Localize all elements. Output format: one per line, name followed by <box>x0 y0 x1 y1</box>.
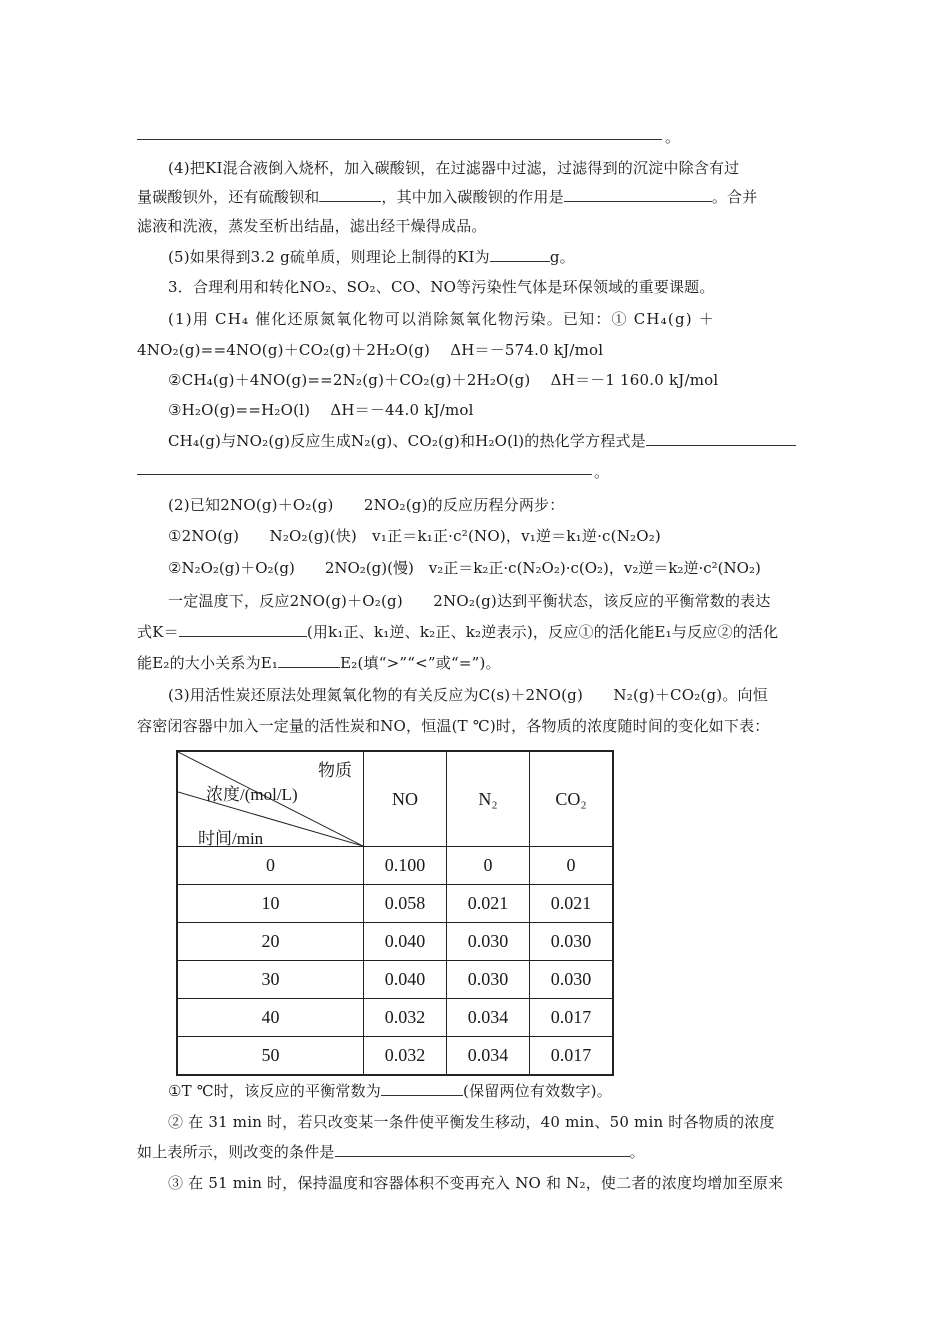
s2-text-b1: 如上表所示，则改变的条件是 <box>137 1143 335 1161</box>
cell-co2: 0 <box>530 847 614 885</box>
s1-text-a: ①T ℃时，该反应的平衡常数为 <box>168 1082 382 1100</box>
q5-text-2: g。 <box>549 248 575 266</box>
table-row <box>177 923 613 961</box>
answer-blank-s1[interactable] <box>381 1080 463 1096</box>
line-end-mark-2: 。 <box>594 463 610 481</box>
question-4-line-3: 滤液和洗液，蒸发至析出结晶，滤出经干燥得成品。 <box>137 217 487 235</box>
cell-n2: 0.021 <box>447 885 530 923</box>
part-1-line-1: (1)用 CH₄ 催化还原氮氧化物可以消除氮氧化物污染。已知：① CH₄(g) ＋ <box>168 310 715 328</box>
answer-blank-p1-b[interactable] <box>137 474 592 475</box>
answer-blank-top <box>137 139 662 140</box>
part-1-line-2: 4NO₂(g)==4NO(g)＋CO₂(g)＋2H₂O(g) ΔH＝－574.0 kJ/mol <box>137 341 604 359</box>
table-row <box>177 1037 613 1076</box>
cell-co2: 0.021 <box>530 885 614 923</box>
q5-text-1: (5)如果得到3.2 g硫单质，则理论上制得的KI为 <box>168 248 490 266</box>
q4-text-3: 。合并 <box>711 188 758 206</box>
cell-no: 0.058 <box>364 885 447 923</box>
answer-blank-q4-1[interactable] <box>319 186 381 202</box>
answer-blank-q4-2[interactable] <box>564 186 712 202</box>
question-4-line-1: (4)把KI混合液倒入烧杯，加入碳酸钡，在过滤器中过滤，过滤得到的沉淀中除含有过 <box>168 159 740 177</box>
part-2-line-5 <box>137 621 817 643</box>
cell-no: 0.100 <box>364 847 447 885</box>
table-row <box>177 885 613 923</box>
cell-n2: 0.030 <box>447 961 530 999</box>
sub-1-line <box>168 1080 818 1102</box>
answer-blank-q5[interactable] <box>490 246 550 262</box>
line-end-mark: 。 <box>665 128 681 146</box>
q4-text-2: ，其中加入碳酸钡的作用是 <box>381 188 564 206</box>
table-row <box>177 961 613 999</box>
cell-time: 30 <box>177 961 364 999</box>
s1-text-b: (保留两位有效数字)。 <box>463 1082 612 1100</box>
table-row <box>177 847 613 885</box>
part-2-line-1: (2)已知2NO(g)＋O₂(g) 2NO₂(g)的反应历程分两步： <box>168 496 565 514</box>
p2-text-5a: 式K＝ <box>137 623 179 641</box>
header-time: 时间/min <box>198 829 264 848</box>
part-2-line-3: ②N₂O₂(g)＋O₂(g) 2NO₂(g)(慢) v₂正＝k₂正·c(N₂O₂)·c(O₂)，v₂逆＝k₂逆·c²(NO₂) <box>168 559 761 577</box>
p2-text-5b: (用k₁正、k₁逆、k₂正、k₂逆表示)，反应①的活化能E₁与反应②的活化 <box>306 623 779 641</box>
cell-n2: 0.034 <box>447 1037 530 1076</box>
part-1-line-5 <box>168 430 818 452</box>
cell-n2: 0 <box>447 847 530 885</box>
part-1-line-3: ②CH₄(g)＋4NO(g)==2N₂(g)＋CO₂(g)＋2H₂O(g) ΔH＝－1 160.0 kJ/mol <box>168 371 719 389</box>
answer-blank-p2-k[interactable] <box>179 621 307 637</box>
sub-3-line-1: ③ 在 51 min 时，保持温度和容器体积不变再充入 NO 和 N₂，使二者的浓度均增加至原来 <box>168 1174 784 1192</box>
header-concentration: 浓度/(mol/L) <box>206 785 298 804</box>
cell-no: 0.040 <box>364 961 447 999</box>
table-corner-header <box>177 751 364 847</box>
cell-co2: 0.030 <box>530 961 614 999</box>
question-5-line <box>168 246 818 268</box>
p1-text-5: CH₄(g)与NO₂(g)反应生成N₂(g)、CO₂(g)和H₂O(l)的热化学方程式是 <box>168 432 646 450</box>
sub-2-line-1: ② 在 31 min 时，若只改变某一条件使平衡发生移动，40 min、50 min 时各物质的浓度 <box>168 1113 775 1131</box>
cell-co2: 0.017 <box>530 999 614 1037</box>
part-2-line-4: 一定温度下，反应2NO(g)＋O₂(g) 2NO₂(g)达到平衡状态，该反应的平衡常数的表达 <box>168 592 771 610</box>
cell-co2: 0.030 <box>530 923 614 961</box>
cell-n2: 0.034 <box>447 999 530 1037</box>
cell-n2: 0.030 <box>447 923 530 961</box>
header-substance: 物质 <box>318 761 352 780</box>
question-4-line-2 <box>137 186 817 208</box>
p2-text-6b: E₂(填“>”“<”或“=”)。 <box>340 654 501 672</box>
sub-2-line-2 <box>137 1141 817 1163</box>
cell-time: 0 <box>177 847 364 885</box>
column-header-co2: CO₂ <box>530 751 614 847</box>
part-3-line-1: (3)用活性炭还原法处理氮氧化物的有关反应为C(s)＋2NO(g) N₂(g)＋CO₂(g)。向恒 <box>168 686 768 704</box>
question-3-title: 3．合理利用和转化NO₂、SO₂、CO、NO等污染性气体是环保领域的重要课题。 <box>168 278 715 296</box>
concentration-table <box>176 750 614 1076</box>
cell-co2: 0.017 <box>530 1037 614 1076</box>
s2-text-b2: 。 <box>629 1143 645 1161</box>
cell-no: 0.032 <box>364 1037 447 1076</box>
cell-time: 10 <box>177 885 364 923</box>
cell-time: 40 <box>177 999 364 1037</box>
part-2-line-6 <box>137 652 817 674</box>
cell-time: 50 <box>177 1037 364 1076</box>
column-header-no: NO <box>364 751 447 847</box>
cell-no: 0.040 <box>364 923 447 961</box>
column-header-n2: N₂ <box>447 751 530 847</box>
table-row <box>177 999 613 1037</box>
part-3-line-2: 容密闭容器中加入一定量的活性炭和NO，恒温(T ℃)时，各物质的浓度随时间的变化如下表： <box>137 717 770 735</box>
part-2-line-2: ①2NO(g) N₂O₂(g)(快) v₁正＝k₁正·c²(NO)，v₁逆＝k₁逆·c(N₂O₂) <box>168 527 661 545</box>
answer-blank-p2-e[interactable] <box>278 652 340 668</box>
cell-no: 0.032 <box>364 999 447 1037</box>
answer-blank-s2[interactable] <box>335 1141 630 1157</box>
q4-text-1: 量碳酸钡外，还有硫酸钡和 <box>137 188 320 206</box>
part-1-line-4: ③H₂O(g)==H₂O(l) ΔH＝－44.0 kJ/mol <box>168 401 474 419</box>
cell-time: 20 <box>177 923 364 961</box>
p2-text-6a: 能E₂的大小关系为E₁ <box>137 654 279 672</box>
answer-blank-p1-a[interactable] <box>646 430 796 446</box>
